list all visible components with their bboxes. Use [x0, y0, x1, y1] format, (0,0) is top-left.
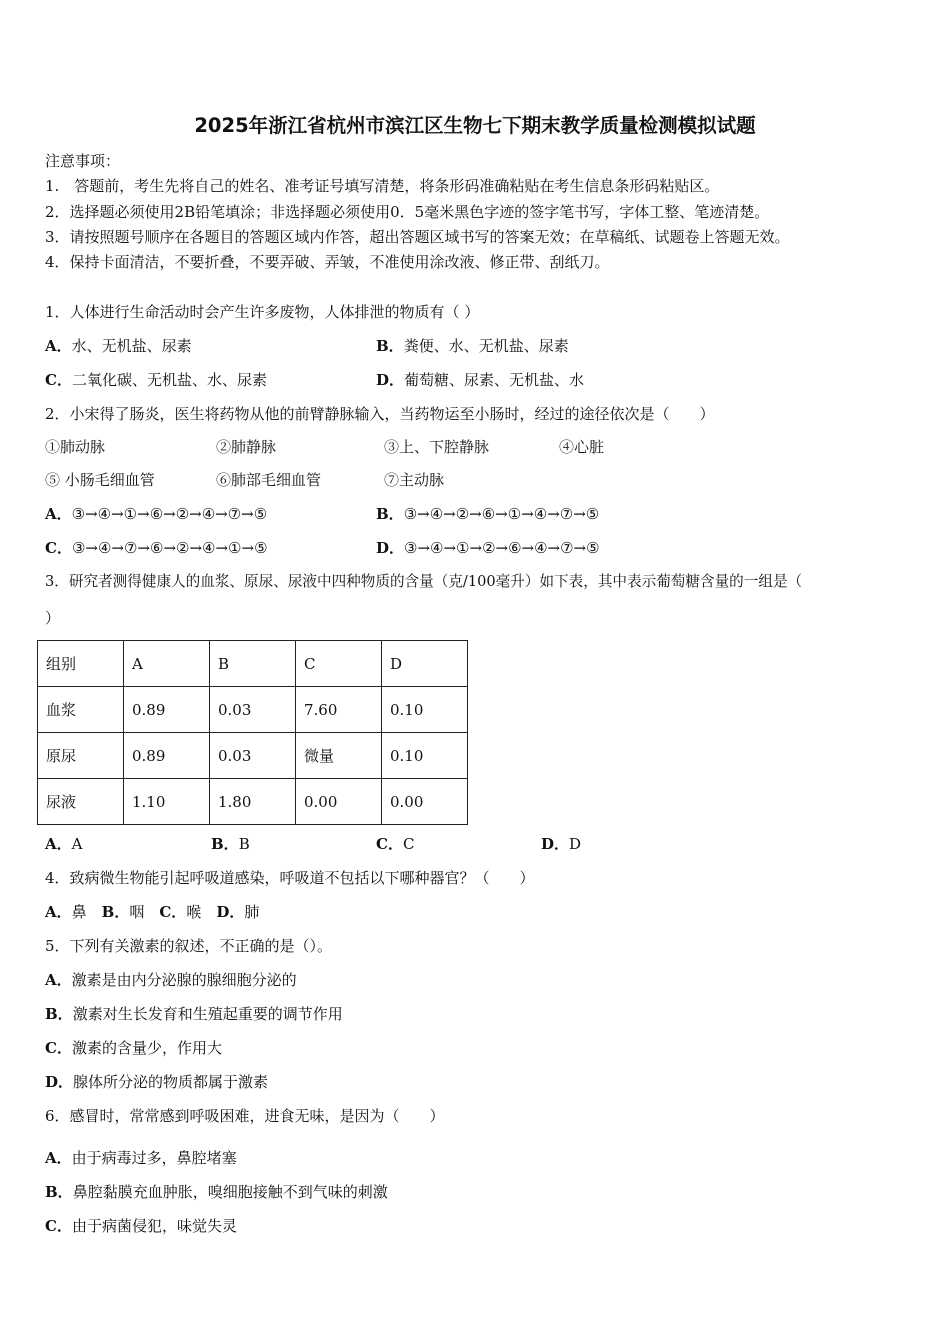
option-text: ③→④→⑦→⑥→②→④→①→⑤ [71, 539, 268, 557]
option-text: 肺 [244, 903, 260, 921]
option-text: D [569, 835, 582, 853]
q4-option-b[interactable] [102, 903, 145, 921]
q4-option-d[interactable] [216, 903, 259, 921]
option-letter: B． [376, 337, 404, 355]
table-cell: 0.00 [382, 779, 468, 825]
option-text: ③→④→②→⑥→①→④→⑦→⑤ [403, 505, 600, 523]
option-text: A [71, 835, 83, 853]
option-text: 咽 [129, 903, 145, 921]
option-letter: D． [376, 539, 405, 557]
table-cell: 血浆 [38, 687, 124, 733]
option-letter: C． [45, 371, 72, 389]
q4-options-row [45, 902, 259, 922]
table-cell: 1.10 [124, 779, 210, 825]
table-cell: 0.03 [210, 733, 296, 779]
option-text: B [238, 835, 250, 853]
question-5-stem: 5．下列有关激素的叙述，不正确的是（）。 [45, 937, 333, 955]
table-header-cell: A [124, 641, 210, 687]
note-item: 4．保持卡面清洁，不要折叠，不要弄破、弄皱，不准使用涂改液、修正带、刮纸刀。 [45, 253, 610, 271]
option-text: 激素对生长发育和生殖起重要的调节作用 [72, 1005, 343, 1023]
table-cell: 0.00 [296, 779, 382, 825]
q2-option-b[interactable] [376, 504, 599, 524]
option-text: 喉 [186, 903, 202, 921]
option-text: 由于病菌侵犯，味觉失灵 [71, 1217, 237, 1235]
option-letter: C． [159, 903, 187, 921]
question-6-stem: 6．感冒时，常常感到呼吸困难，进食无味，是因为（ ） [45, 1107, 445, 1125]
note-item: 2．选择题必须使用2B铅笔填涂；非选择题必须使用0．5毫米黑色字迹的签字笔书写，字体工整、笔迹清楚。 [45, 203, 770, 221]
option-text: 激素的含量少，作用大 [71, 1039, 222, 1057]
table-cell: 0.89 [124, 687, 210, 733]
option-letter: A． [45, 1149, 72, 1167]
option-letter: D． [541, 835, 570, 853]
question-3-stem-end: ） [45, 609, 61, 627]
option-letter: D． [45, 1073, 74, 1091]
option-text: 腺体所分泌的物质都属于激素 [73, 1073, 269, 1091]
option-letter: B． [376, 505, 404, 523]
table-cell: 0.10 [382, 687, 468, 733]
option-text: 粪便、水、无机盐、尿素 [403, 337, 569, 355]
option-text: 葡萄糖、尿素、无机盐、水 [404, 371, 585, 389]
q4-option-c[interactable] [159, 903, 201, 921]
table-cell: 0.03 [210, 687, 296, 733]
table-cell: 7.60 [296, 687, 382, 733]
option-text: 鼻 [71, 903, 87, 921]
option-letter: C． [45, 539, 72, 557]
q2-option-d[interactable] [376, 538, 600, 558]
q2-item: ①肺动脉 [45, 438, 106, 456]
option-text: 由于病毒过多，鼻腔堵塞 [71, 1149, 237, 1167]
option-letter: D． [216, 903, 245, 921]
question-2-stem: 2．小宋得了肠炎，医生将药物从他的前臂静脉输入，当药物运至小肠时，经过的途径依次是（ ） [45, 405, 715, 423]
q6-option-c[interactable] [45, 1216, 237, 1236]
option-text: 鼻腔黏膜充血肿胀，嗅细胞接触不到气味的刺激 [72, 1183, 388, 1201]
option-text: ③→④→①→②→⑥→④→⑦→⑤ [404, 539, 600, 557]
option-text: 水、无机盐、尿素 [71, 337, 192, 355]
q6-option-b[interactable] [45, 1182, 388, 1202]
q5-option-c[interactable] [45, 1038, 222, 1058]
table-row [38, 733, 468, 779]
q2-item: ⑥肺部毛细血管 [216, 471, 322, 489]
table-cell: 尿液 [38, 779, 124, 825]
option-letter: C． [45, 1039, 72, 1057]
option-text: 二氧化碳、无机盐、水、尿素 [71, 371, 267, 389]
table-header-cell: C [296, 641, 382, 687]
option-text: 激素是由内分泌腺的腺细胞分泌的 [71, 971, 297, 989]
note-item: 1. 答题前，考生先将自己的姓名、准考证号填写清楚，将条形码准确粘贴在考生信息条形码粘贴区。 [45, 177, 720, 195]
page-title: 2025年浙江省杭州市滨江区生物七下期末教学质量检测模拟试题 [194, 114, 756, 137]
note-item: 3．请按照题号顺序在各题目的答题区域内作答，超出答题区域书写的答案无效；在草稿纸、试题卷上答题无效。 [45, 228, 790, 246]
question-1-stem: 1．人体进行生命活动时会产生许多废物，人体排泄的物质有（ ） [45, 303, 480, 321]
q3-option-a[interactable] [45, 834, 82, 854]
q2-option-c[interactable] [45, 538, 268, 558]
table-header-row [38, 641, 468, 687]
q1-option-d[interactable] [376, 370, 584, 390]
table-row [38, 687, 468, 733]
q1-option-b[interactable] [376, 336, 569, 356]
option-letter: A． [45, 835, 72, 853]
option-letter: A． [45, 337, 72, 355]
table-cell: 微量 [296, 733, 382, 779]
q2-item: ③上、下腔静脉 [384, 438, 490, 456]
q2-item: ④心脏 [559, 438, 605, 456]
table-cell: 0.89 [124, 733, 210, 779]
q6-option-a[interactable] [45, 1148, 237, 1168]
table-header-cell: B [210, 641, 296, 687]
table-header-cell: 组别 [38, 641, 124, 687]
option-letter: A． [45, 971, 72, 989]
q2-item: ⑤ 小肠毛细血管 [45, 471, 155, 489]
option-letter: C． [376, 835, 403, 853]
option-text: ③→④→①→⑥→②→④→⑦→⑤ [71, 505, 268, 523]
question-3-stem: 3．研究者测得健康人的血浆、原尿、尿液中四种物质的含量（克/100毫升）如下表，其中表示葡萄糖含量的一组是（ [45, 573, 803, 590]
q3-option-c[interactable] [376, 834, 414, 854]
table-cell: 0.10 [382, 733, 468, 779]
q5-option-b[interactable] [45, 1004, 343, 1024]
table-row [38, 779, 468, 825]
notes-heading: 注意事项： [45, 152, 121, 170]
option-letter: A． [45, 505, 72, 523]
q3-data-table [37, 640, 468, 825]
q3-option-d[interactable] [541, 834, 581, 854]
option-letter: B． [45, 1005, 73, 1023]
q1-option-c[interactable] [45, 370, 267, 390]
option-letter: B． [101, 903, 130, 921]
option-text: C [402, 835, 415, 853]
option-letter: C． [45, 1217, 72, 1235]
q1-option-a[interactable] [45, 336, 192, 356]
option-letter: B． [211, 835, 239, 853]
q2-item: ⑦主动脉 [384, 471, 445, 489]
option-letter: B． [45, 1183, 73, 1201]
q5-option-d[interactable] [45, 1072, 268, 1092]
option-letter: A． [45, 903, 72, 921]
option-letter: D． [376, 371, 405, 389]
table-cell: 原尿 [38, 733, 124, 779]
q2-option-a[interactable] [45, 504, 267, 524]
q4-option-a[interactable] [45, 903, 87, 921]
question-4-stem: 4．致病微生物能引起呼吸道感染，呼吸道不包括以下哪种器官？（ ） [45, 869, 535, 887]
table-cell: 1.80 [210, 779, 296, 825]
q2-item: ②肺静脉 [216, 438, 277, 456]
table-header-cell: D [382, 641, 468, 687]
q5-option-a[interactable] [45, 970, 297, 990]
q3-option-b[interactable] [211, 834, 250, 854]
